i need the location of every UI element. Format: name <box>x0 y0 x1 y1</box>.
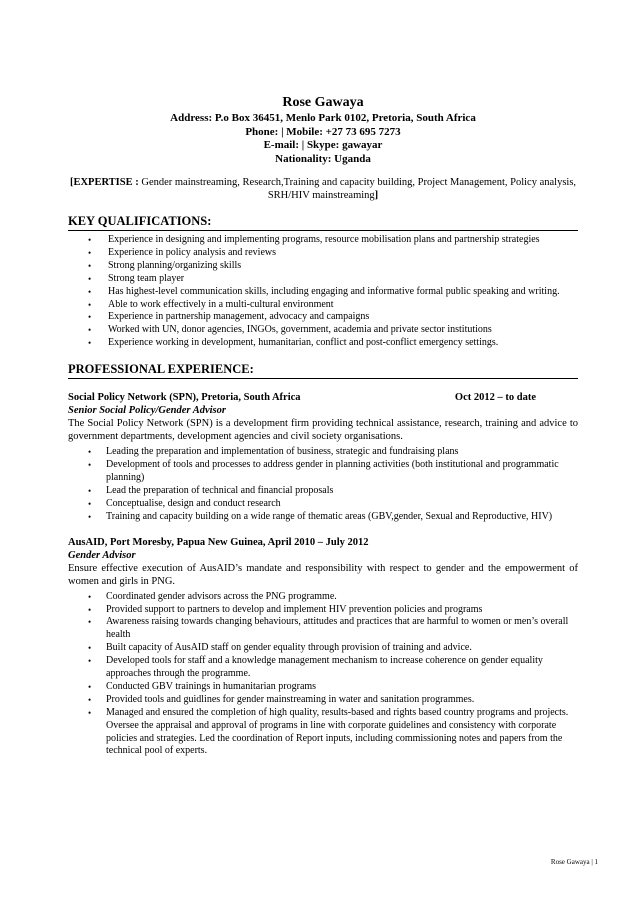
expertise-text: Gender mainstreaming, Research,Training and capacity building, Project Management, Policy analysis, SRH/HIV mainstreaming <box>138 177 577 201</box>
list-item-text: Provided support to partners to develop and implement HIV prevention policies and programs <box>106 603 483 615</box>
list-item-text: Developed tools for staff and a knowledge management mechanism to increase coherence on gender equality approaches through the programme. <box>106 655 543 680</box>
job-dates: Oct 2012 – to date <box>454 392 536 404</box>
list-item <box>68 446 578 459</box>
candidate-name: Rose Gawaya <box>282 95 364 110</box>
list-item <box>68 311 578 324</box>
list-item <box>68 498 578 511</box>
bullet-icon: • <box>88 260 92 271</box>
bullet-icon: • <box>88 681 92 692</box>
bullet-icon: • <box>88 591 92 602</box>
list-item-text: Experience in designing and implementing programs, resource mobilisation plans and partnership strategies <box>108 234 540 245</box>
bullet-icon: • <box>88 707 92 718</box>
list-item-text: Experience in partnership management, advocacy and campaigns <box>108 311 370 323</box>
list-item-text: Leading the preparation and implementation of business, strategic and fundraising plans <box>106 446 459 458</box>
bullet-icon: • <box>88 299 92 310</box>
bullet-icon: • <box>88 247 92 258</box>
list-item <box>68 273 578 286</box>
job-organization: Social Policy Network (SPN), Pretoria, South Africa <box>68 392 301 404</box>
page-footer: Rose Gawaya | 1 <box>550 858 598 866</box>
bullet-icon: • <box>88 604 92 615</box>
bullet-icon: • <box>88 643 92 654</box>
list-item-text: Strong planning/organizing skills <box>108 259 242 271</box>
expertise-summary <box>68 176 578 202</box>
resume-header <box>68 94 578 166</box>
list-item-text: Lead the preparation of technical and financial proposals <box>106 484 334 496</box>
key-qualifications-list <box>68 234 578 350</box>
bullet-icon: • <box>88 485 92 496</box>
list-item <box>68 707 578 759</box>
job-entry <box>68 536 578 759</box>
bullet-icon: • <box>88 617 92 628</box>
list-item-text: Training and capacity building on a wide range of thematic areas (GBV,gender, Sexual and Reproductive, HIV) <box>106 510 553 522</box>
bullet-icon: • <box>88 235 92 245</box>
list-item-text: Provided tools and guidlines for gender mainstreaming in water and sanitation programmes. <box>106 693 475 705</box>
list-item <box>68 511 578 524</box>
list-item <box>68 247 578 260</box>
expertise-label: [EXPERTISE : <box>69 177 139 188</box>
bullet-icon: • <box>88 325 92 336</box>
list-item <box>68 234 578 247</box>
bullet-icon: • <box>88 286 92 297</box>
bullet-icon: • <box>88 511 92 522</box>
list-item <box>68 591 578 604</box>
expertise-close: ] <box>374 190 379 201</box>
list-item-text: Strong team player <box>108 272 185 284</box>
list-item <box>68 694 578 707</box>
key-qualifications-title: KEY QUALIFICATIONS: <box>68 214 578 231</box>
list-item <box>68 337 578 350</box>
job-responsibilities-list <box>68 591 578 759</box>
bullet-icon: • <box>88 312 92 323</box>
job-description: Ensure effective execution of AusAID’s mandate and responsibility with respect to gender and the empowerment of women and girls in PNG. <box>68 562 578 587</box>
bullet-icon: • <box>88 694 92 705</box>
list-item-text: Built capacity of AusAID staff on gender equality through provision of training and advice. <box>106 642 472 654</box>
job-entry <box>68 391 578 523</box>
bullet-icon: • <box>88 338 92 349</box>
list-item <box>68 324 578 337</box>
jobs-container <box>68 391 578 758</box>
list-item <box>68 459 578 485</box>
address-line: Address: P.o Box 36451, Menlo Park 0102, Pretoria, South Africa <box>170 112 476 124</box>
nationality-line: Nationality: Uganda <box>275 152 371 165</box>
list-item-text: Development of tools and processes to address gender in planning activities (both institutional and programmatic planning) <box>106 459 559 483</box>
bullet-icon: • <box>88 498 92 509</box>
list-item-text: Awareness raising towards changing behaviours, attitudes and practices that are harmful to women or men’s overall health <box>106 616 569 641</box>
list-item <box>68 642 578 655</box>
job-role: Gender Advisor <box>68 549 136 561</box>
bullet-icon: • <box>88 273 92 284</box>
list-item-text: Conceptualise, design and conduct research <box>106 497 281 509</box>
list-item-text: Able to work effectively in a multi-cultural environment <box>108 298 334 310</box>
list-item-text: Worked with UN, donor agencies, INGOs, government, academia and private sector institutions <box>108 324 492 336</box>
bullet-icon: • <box>88 656 92 667</box>
resume-page <box>68 90 578 758</box>
list-item-text: Managed and ensured the completion of high quality, results-based and rights based country programs and projects. Oversee the appraisal and approval of programs in line with corporate guidelines and consistency with corporate policies and strategies. Led the coordination of Report inputs, including commissioning notes and papers from the technical pool of experts. <box>106 706 569 757</box>
professional-experience-title: PROFESSIONAL EXPERIENCE: <box>68 362 578 379</box>
job-heading <box>68 391 578 404</box>
list-item <box>68 604 578 617</box>
list-item <box>68 299 578 312</box>
list-item <box>68 655 578 681</box>
bullet-icon: • <box>88 447 92 458</box>
list-item <box>68 616 578 642</box>
list-item-text: Experience working in development, humanitarian, conflict and post-conflict emergency settings. <box>108 337 499 349</box>
list-item <box>68 485 578 498</box>
list-item-text: Conducted GBV trainings in humanitarian programs <box>106 680 317 692</box>
list-item-text: Experience in policy analysis and reviews <box>108 246 276 258</box>
bullet-icon: • <box>88 460 92 471</box>
job-heading <box>68 536 578 549</box>
list-item <box>68 681 578 694</box>
job-organization: AusAID, Port Moresby, Papua New Guinea, April 2010 – July 2012 <box>68 536 369 548</box>
list-item-text: Has highest-level communication skills, including engaging and informative formal public speaking and writing. <box>108 285 560 297</box>
phone-line: Phone: | Mobile: +27 73 695 7273 <box>245 125 401 138</box>
list-item <box>68 286 578 299</box>
job-description: The Social Policy Network (SPN) is a development firm providing technical assistance, research, training and advice to government departments, development agencies and civil society organisations. <box>68 418 578 443</box>
list-item-text: Coordinated gender advisors across the PNG programme. <box>106 590 337 602</box>
list-item <box>68 260 578 273</box>
job-role: Senior Social Policy/Gender Advisor <box>68 405 226 417</box>
job-responsibilities-list <box>68 446 578 523</box>
email-line: E-mail: | Skype: gawayar <box>263 139 383 151</box>
